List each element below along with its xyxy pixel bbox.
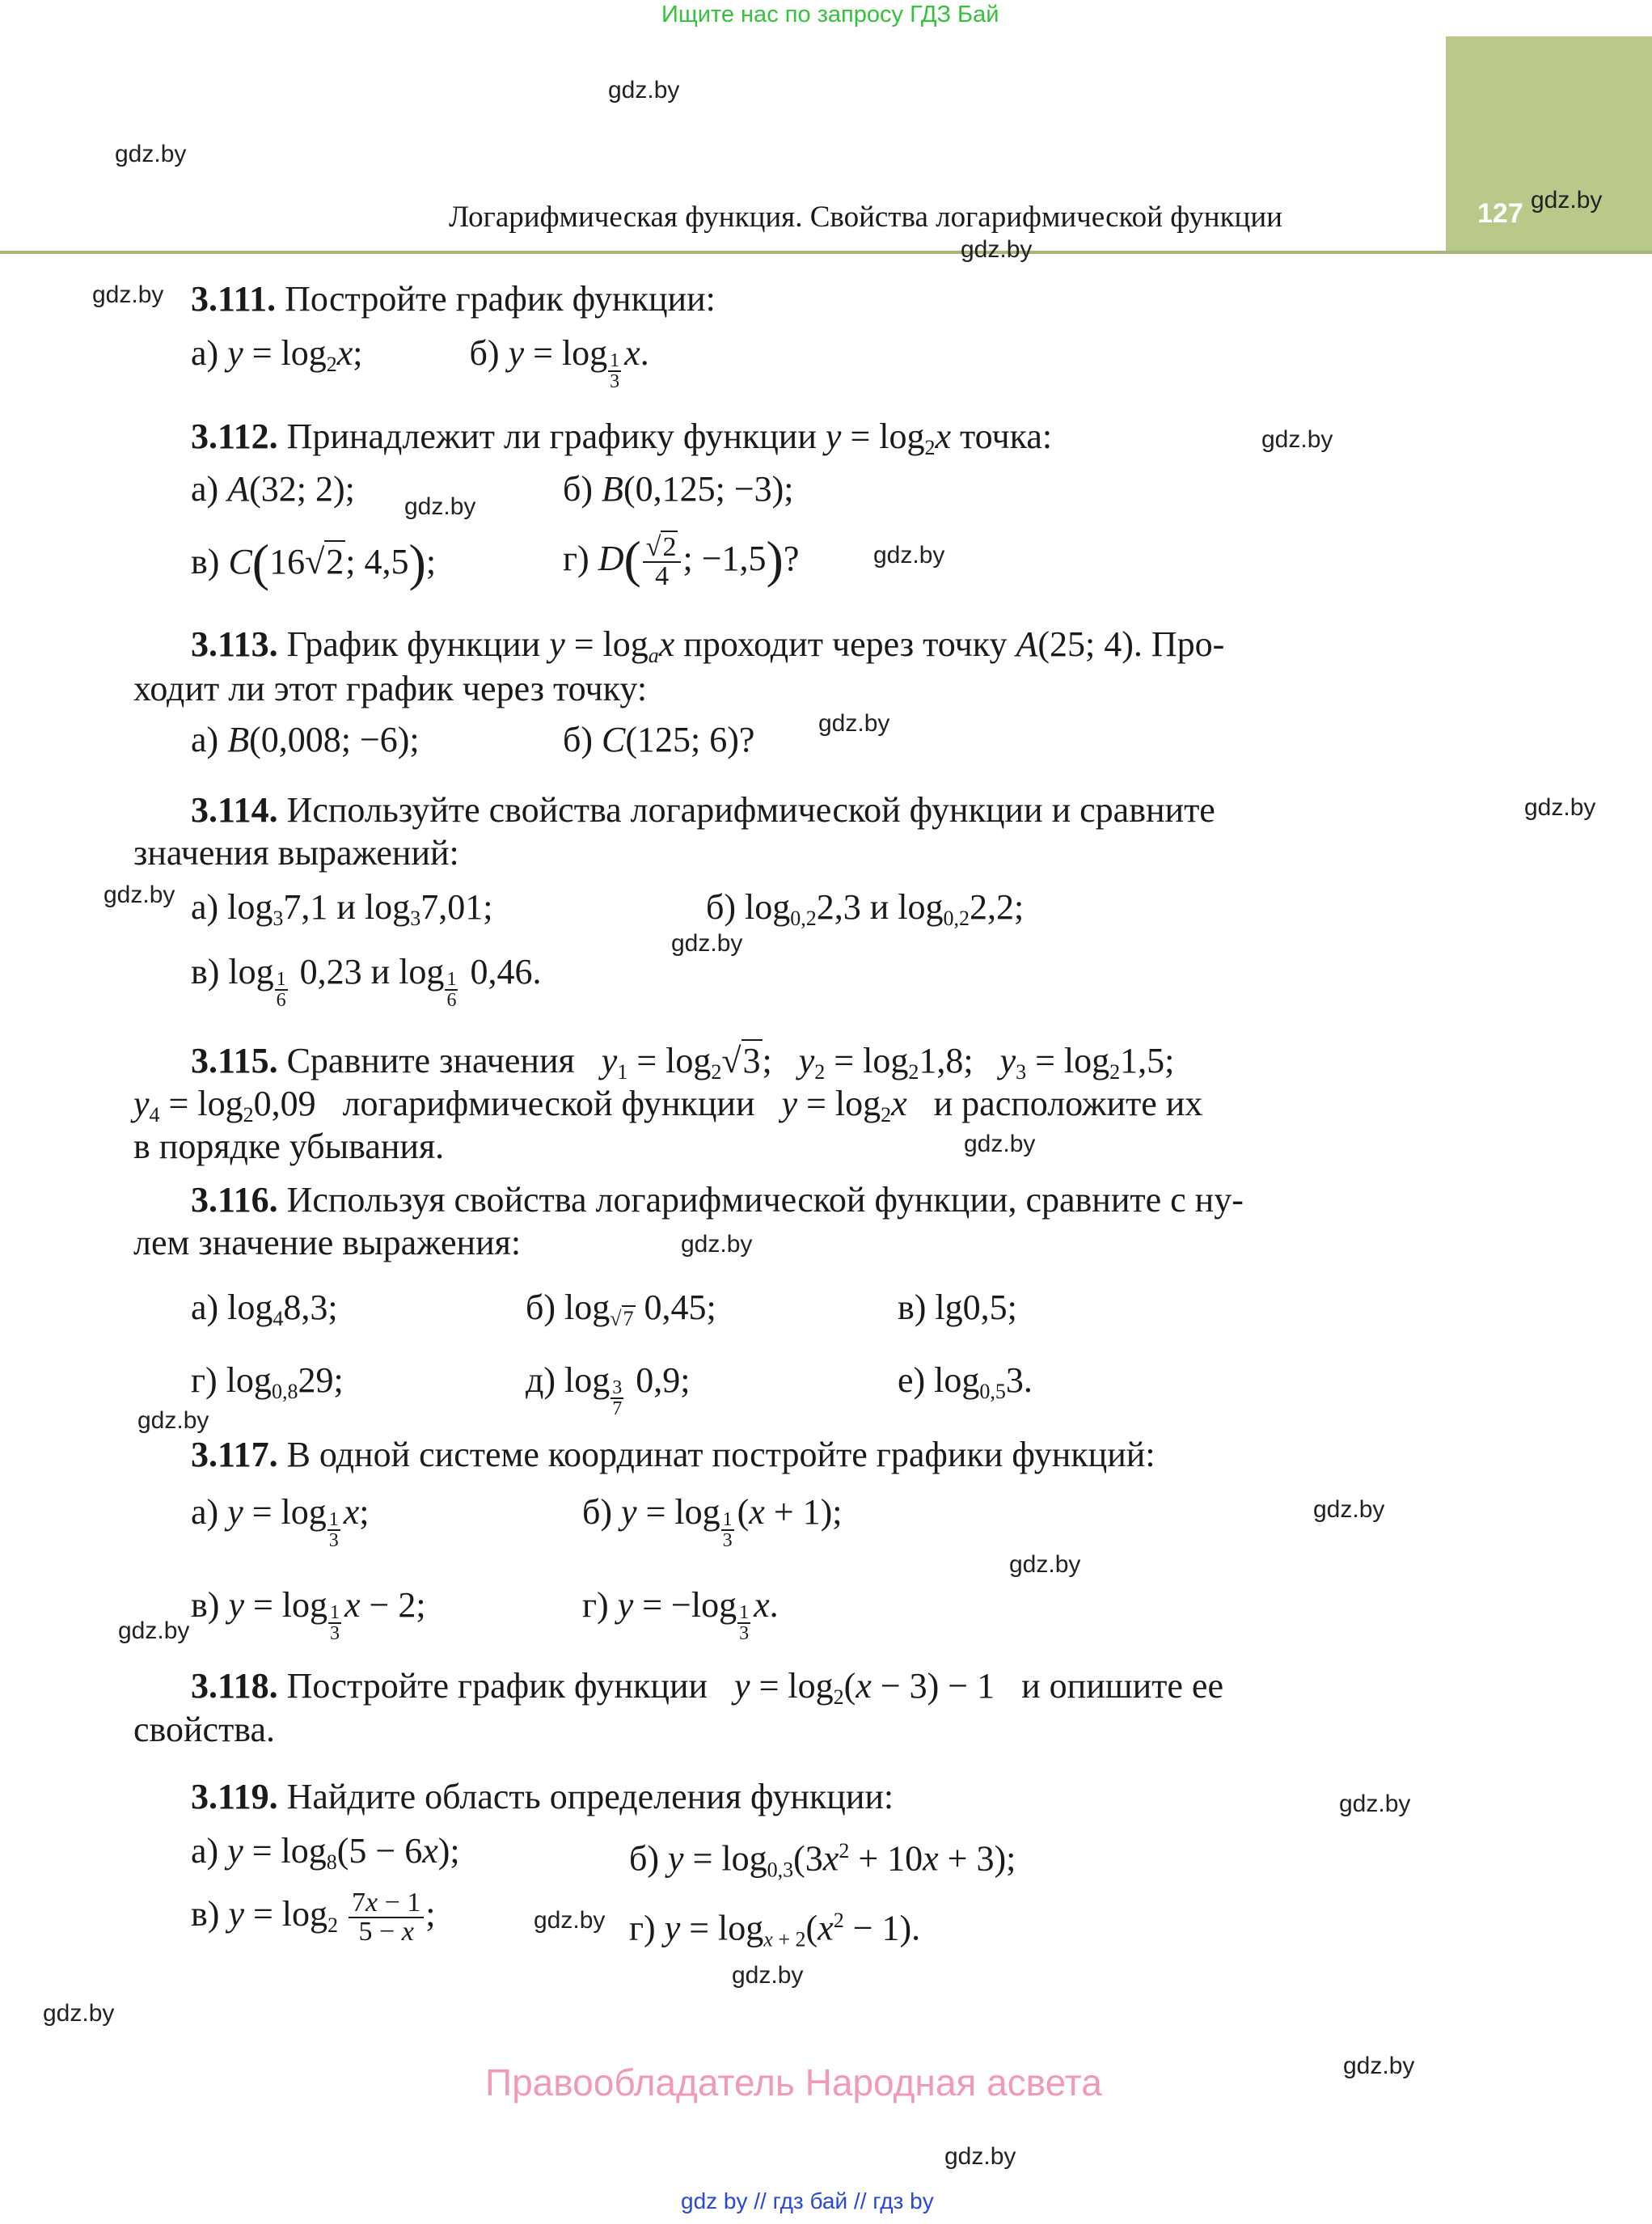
problem-3-112-row1b: б) B(0,125; −3); — [563, 469, 794, 509]
problem-3-115-line3: в порядке убывания. — [133, 1127, 445, 1166]
page-number: 127 — [1477, 198, 1523, 229]
problem-3-113-line2: ходит ли этот график через точку: — [133, 669, 648, 708]
problem-3-116-e: д) log $\frac{3}{7}$ 0,9; — [526, 1360, 691, 1419]
problem-3-111-items: а) $y = \log_2x$; б) y = log $\frac{1}{3}$ x. — [191, 333, 649, 392]
watermark: gdz.by — [961, 236, 1033, 263]
watermark: gdz.by — [1531, 187, 1603, 214]
problem-3-119-a: а) $y = \log_8(5 - 6x)$; — [191, 1831, 460, 1874]
problem-3-117-a: а) y = log $\frac{1}{3}$ x; — [191, 1492, 370, 1551]
watermark: gdz.by — [1339, 1791, 1411, 1817]
problem-3-116-f: е) $\log_{0,5}3$. — [898, 1360, 1033, 1403]
watermark: gdz.by — [608, 77, 680, 104]
problem-3-116-title: 3.116. Используя свойства логарифмической функции, сравните с ну- — [191, 1180, 1244, 1220]
problem-3-116-d: г) $\log_{0,8}29$; — [191, 1360, 344, 1403]
watermark: gdz.by — [1524, 794, 1596, 821]
problem-3-116-b: б) $\log_{√7} 0,45$; — [526, 1287, 716, 1330]
problem-3-116-c: в) lg0,5; — [898, 1287, 1017, 1327]
watermark: gdz.by — [732, 1962, 804, 1989]
watermark: gdz.by — [1261, 426, 1333, 453]
problem-3-114-title: 3.114. Используйте свойства логарифмической функции и сравните — [191, 790, 1215, 830]
problem-3-117-c: в) y = log $\frac{1}{3}$ x − 2; — [191, 1585, 426, 1644]
running-title: Логарифмическая функция. Свойства логарифмической функции — [449, 201, 1282, 234]
watermark: gdz.by — [92, 281, 164, 308]
problem-3-118-line2: свойства. — [133, 1710, 276, 1749]
problem-3-114-a: а) $\log_37,1$ и $\log_37,01$; — [191, 887, 493, 930]
watermark: gdz.by — [1009, 1551, 1081, 1578]
problem-3-119-title: 3.119. Найдите область определения функции: — [191, 1777, 894, 1816]
problem-3-114-line2: значения выражений: — [133, 833, 459, 873]
watermark: gdz.by — [534, 1907, 606, 1934]
watermark: gdz.by — [671, 930, 743, 957]
problem-3-119-b: б) $y = \log_{0,3}(3x^2 + 10x + 3)$; — [629, 1838, 1016, 1882]
footer-links: gdz by // гдз бай // гдз by — [681, 2188, 934, 2213]
problem-3-113-items: а) B(0,008; −6); — [191, 720, 420, 759]
watermark: gdz.by — [873, 542, 945, 569]
watermark: gdz.by — [104, 882, 175, 908]
problem-3-112-title: 3.112. Принадлежит ли графику функции $y = \log_2x$ точка: — [191, 416, 1053, 459]
watermark: gdz.by — [43, 2000, 115, 2027]
problem-3-114-b: б) $\log_{0,2}2,3$ и $\log_{0,2}2,2$; — [706, 887, 1025, 930]
problem-3-115-title: 3.115. Сравните значения $y_1 = \log_2√3$; $y_2 = \log_21,8$; $y_3 = \log_21,5$; — [191, 1041, 1175, 1084]
problem-3-116-a: а) $\log_48,3$; — [191, 1287, 338, 1330]
problem-3-113-title: 3.113. График функции $y = \log_ax$ проходит через точку A(25; 4). Про- — [191, 624, 1225, 667]
problem-3-119-d: г) $y = \log_{x + 2}(x^2 - 1)$. — [629, 1908, 921, 1951]
watermark: gdz.by — [681, 1231, 753, 1258]
watermark: gdz.by — [964, 1131, 1036, 1157]
problem-3-116-line2: лем значение выражения: — [133, 1223, 522, 1262]
watermark: gdz.by — [1313, 1496, 1385, 1523]
problem-3-112-row2b: г) D( $\frac{√2}{4}$ ; −1,5)? — [563, 531, 800, 591]
problem-3-118-title: 3.118. Постройте график функции $y = \log_2(x - 3) - 1$ и опишите ее — [191, 1666, 1223, 1709]
problem-3-112-row1: а) A(32; 2); — [191, 469, 355, 509]
watermark: gdz.by — [118, 1617, 190, 1644]
problem-3-117-d: г) y = −log $\frac{1}{3}$ x. — [582, 1585, 779, 1644]
problem-3-111-title: 3.111. Постройте график функции: — [191, 279, 716, 319]
problem-3-112-row2: в) C(16√2; 4,5); — [191, 534, 437, 591]
watermark: gdz.by — [137, 1407, 209, 1434]
watermark: gdz.by — [1343, 2053, 1415, 2079]
problem-3-114-c: в) log $\frac{1}{6}$ 0,23 и log $\frac{1}{6}$ 0,46. — [191, 952, 542, 1011]
watermark: gdz.by — [818, 710, 890, 737]
watermark: gdz.by — [115, 141, 187, 167]
copyright-note: Правообладатель Народная асвета — [485, 2061, 1102, 2103]
problem-3-119-c: в) $y = \log_2$ $\frac{7x - 1}{5 - x}$ ; — [191, 1888, 436, 1947]
problem-3-113-itemb: б) C(125; 6)? — [563, 720, 755, 759]
problem-3-115-line2: $y_4 = \log_20,09$ логарифмической функции $y = \log_2x$ и расположите их — [133, 1084, 1203, 1127]
header-divider — [0, 251, 1652, 254]
problem-3-117-b: б) y = log $\frac{1}{3}$ (x + 1); — [582, 1492, 843, 1551]
watermark: gdz.by — [404, 493, 476, 520]
watermark: gdz.by — [944, 2143, 1016, 2170]
top-note: Ищите нас по запросу ГДЗ Бай — [661, 2, 999, 27]
problem-3-117-title: 3.117. В одной системе координат постройте графики функций: — [191, 1435, 1156, 1474]
